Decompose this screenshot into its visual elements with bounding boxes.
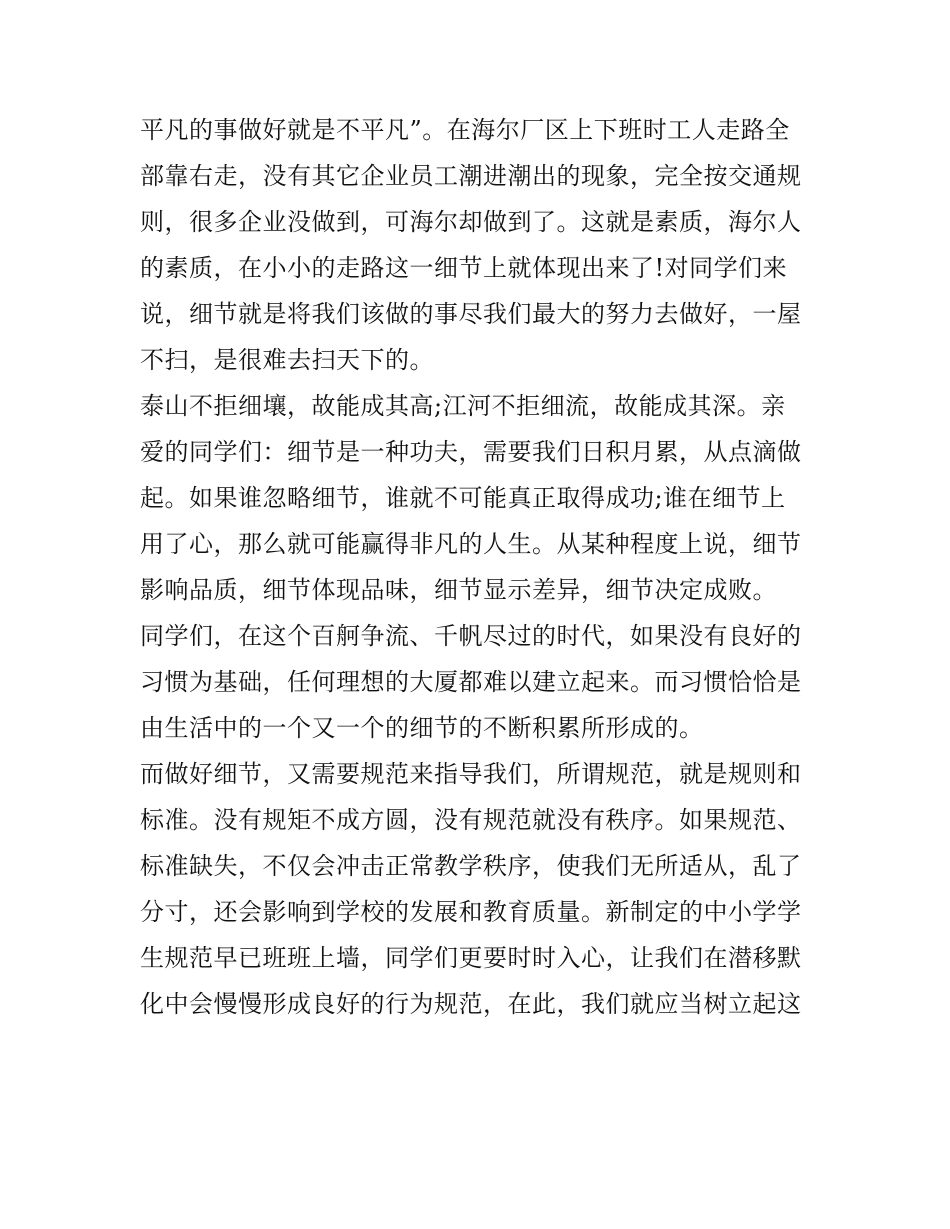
text-line: 标准缺失，不仅会冲击正常教学秩序，使我们无所适从，乱了 bbox=[140, 852, 802, 880]
text-line: 同学们，在这个百舸争流、千帆尽过的时代，如果没有良好的 bbox=[140, 622, 802, 650]
text-line: 泰山不拒细壤，故能成其高;江河不拒细流，故能成其深。亲 bbox=[140, 392, 786, 420]
text-line: 则，很多企业没做到，可海尔却做到了。这就是素质，海尔人 bbox=[140, 208, 802, 236]
text-line: 平凡的事做好就是不平凡”。在海尔厂区上下班时工人走路全 bbox=[140, 116, 790, 144]
text-line: 不扫，是很难去扫天下的。 bbox=[140, 346, 434, 374]
text-line: 说，细节就是将我们该做的事尽我们最大的努力去做好，一屋 bbox=[140, 300, 802, 328]
text-line: 爱的同学们：细节是一种功夫，需要我们日积月累，从点滴做 bbox=[140, 438, 802, 466]
text-line: 影响品质，细节体现品味，细节显示差异，细节决定成败。 bbox=[140, 576, 777, 604]
text-line: 化中会慢慢形成良好的行为规范，在此，我们就应当树立起这 bbox=[140, 990, 802, 1018]
text-line: 部靠右走，没有其它企业员工潮进潮出的现象，完全按交通规 bbox=[140, 162, 802, 190]
text-line: 习惯为基础，任何理想的大厦都难以建立起来。而习惯恰恰是 bbox=[140, 668, 802, 696]
text-line: 用了心，那么就可能赢得非凡的人生。从某种程度上说，细节 bbox=[140, 530, 802, 558]
text-line: 分寸，还会影响到学校的发展和教育质量。新制定的中小学学 bbox=[140, 898, 802, 926]
text-line: 的素质，在小小的走路这一细节上就体现出来了!对同学们来 bbox=[140, 254, 788, 282]
text-line: 而做好细节，又需要规范来指导我们，所谓规范，就是规则和 bbox=[140, 760, 802, 788]
text-line: 起。如果谁忽略细节，谁就不可能真正取得成功;谁在细节上 bbox=[140, 484, 786, 512]
text-line: 由生活中的一个又一个的细节的不断积累所形成的。 bbox=[140, 714, 704, 742]
text-line: 生规范早已班班上墙，同学们更要时时入心，让我们在潜移默 bbox=[140, 944, 802, 972]
document-body bbox=[140, 107, 820, 1027]
text-line: 标准。没有规矩不成方圆，没有规范就没有秩序。如果规范、 bbox=[140, 806, 802, 834]
